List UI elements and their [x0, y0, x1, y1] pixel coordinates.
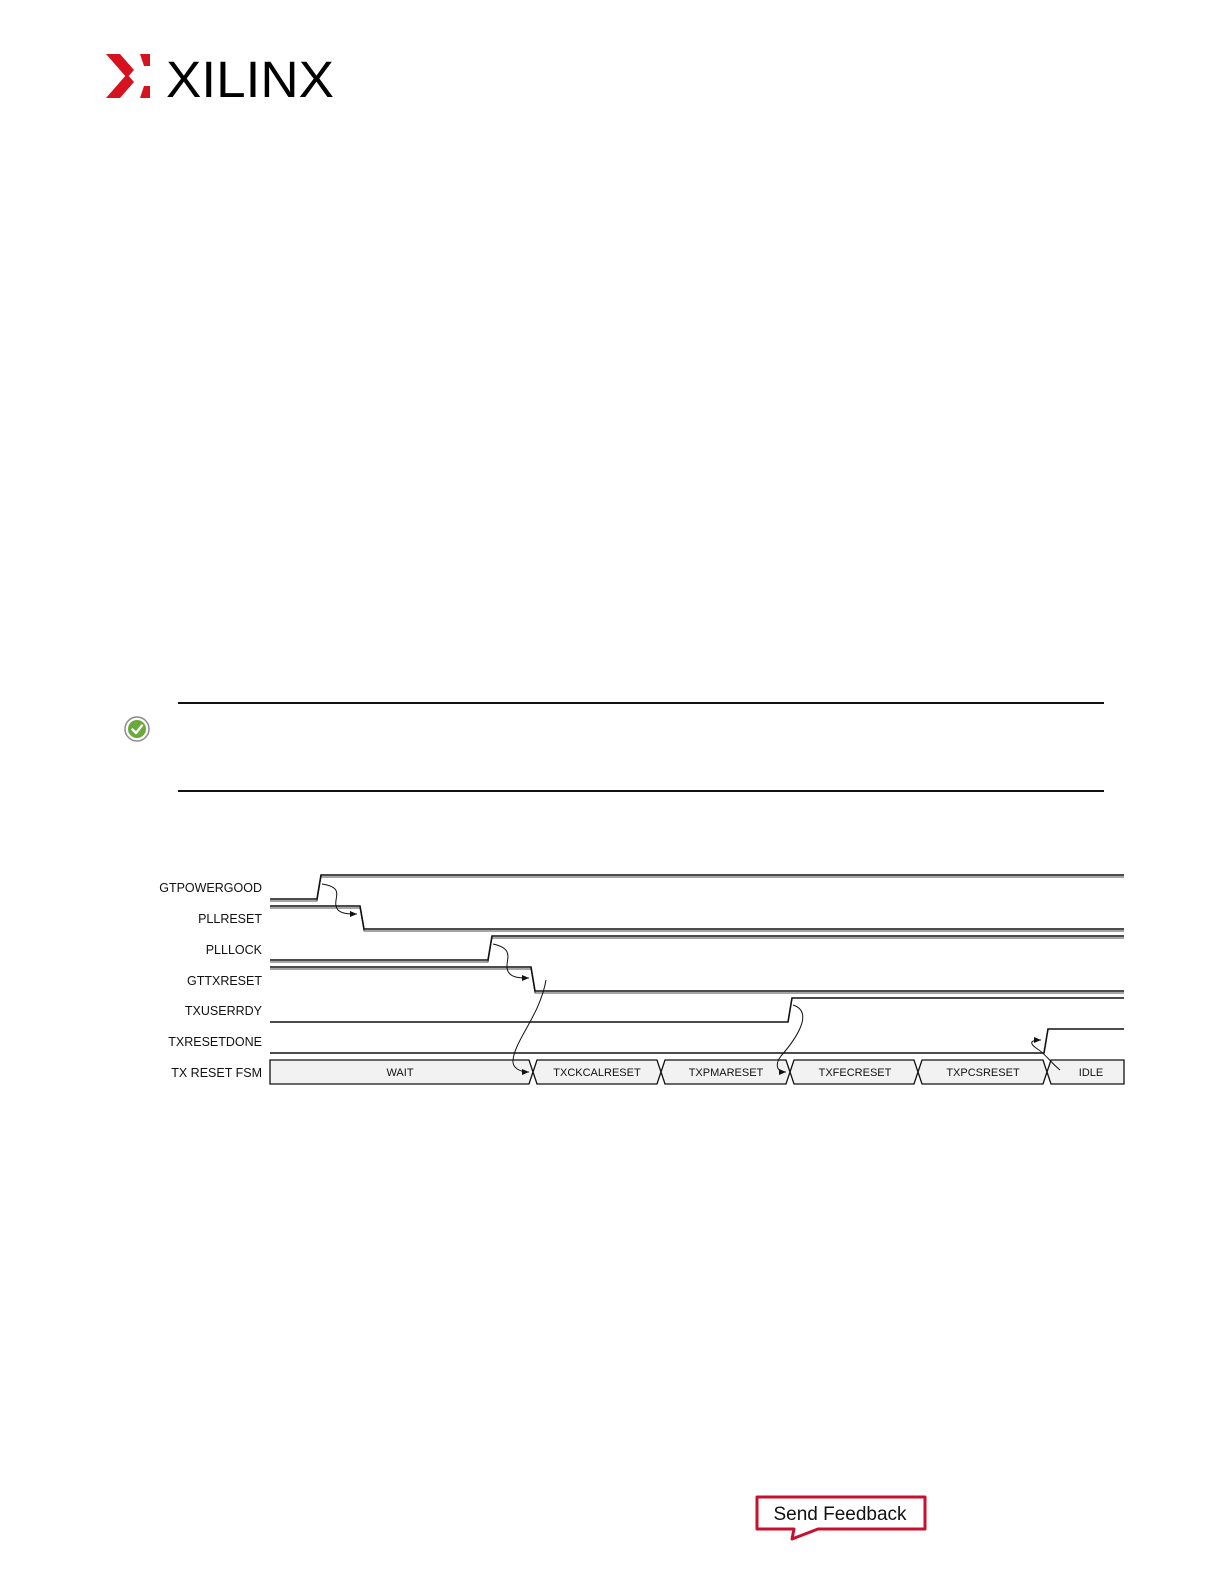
- waveform-plllock: [270, 936, 1124, 962]
- fsm-state-txpmareset: TXPMARESET: [688, 1067, 764, 1079]
- causal-arrow-plllock-to-gttxreset: [493, 944, 529, 978]
- note-bottom-rule: [178, 790, 1104, 792]
- tx-reset-timing-diagram: [150, 860, 1140, 1100]
- fsm-state-txpcsreset: TXPCSRESET: [946, 1067, 1020, 1079]
- waveform-pllreset: [270, 906, 1124, 931]
- causal-arrow-gtpowergood-to-pllreset: [322, 884, 357, 914]
- fsm-state-wait: WAIT: [386, 1067, 414, 1079]
- xilinx-logo: [104, 50, 344, 102]
- check-circle-icon: [124, 716, 150, 742]
- waveform-txuserrdy: [270, 998, 1124, 1022]
- send-feedback-label: Send Feedback: [773, 1504, 907, 1525]
- waveform-txresetdone: [270, 1029, 1124, 1053]
- xilinx-mark-icon: [106, 54, 150, 98]
- fsm-state-txckcalreset: TXCKCALRESET: [553, 1067, 641, 1079]
- signal-label-gtpowergood: GTPOWERGOOD: [159, 881, 262, 895]
- waveform-gttxreset: [270, 967, 1124, 993]
- signal-label-plllock: PLLLOCK: [205, 943, 262, 957]
- signal-label-txresetdone: TXRESETDONE: [168, 1035, 262, 1049]
- fsm-state-txfecreset: TXFECRESET: [818, 1067, 892, 1079]
- fsm-state-idle: IDLE: [1078, 1067, 1104, 1079]
- signal-label-tx-reset-fsm: TX RESET FSM: [171, 1066, 262, 1080]
- signal-label-pllreset: PLLRESET: [198, 912, 262, 926]
- xilinx-wordmark: XILINX: [166, 51, 334, 102]
- signal-label-txuserrdy: TXUSERRDY: [184, 1004, 262, 1018]
- waveform-gtpowergood: [270, 875, 1124, 901]
- causal-arrow-gttxreset-to-fsm-wait: [513, 980, 546, 1072]
- signal-label-gttxreset: GTTXRESET: [186, 974, 262, 988]
- send-feedback-button[interactable]: [754, 1494, 930, 1544]
- note-top-rule: [178, 702, 1104, 704]
